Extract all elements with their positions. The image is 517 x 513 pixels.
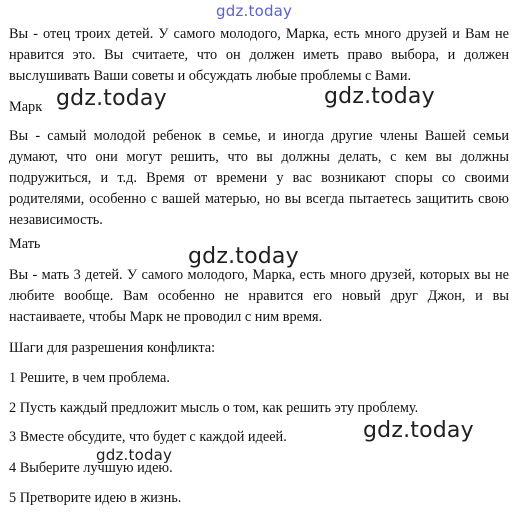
step-1: 1 Решите, в чем проблема.	[9, 370, 170, 386]
paragraph-mother: Вы - мать 3 детей. У самого молодого, Марка, есть много друзей, которых вы не любите вообще. Вам особенно не нравится его новый друг Джон, и вы настаиваете, чтобы Марк не проводил с ним время.	[9, 267, 509, 325]
watermark-4: gdz.today	[363, 418, 474, 443]
paragraph-mark: Вы - самый молодой ребенок в семье, и иногда другие члены Вашей семьи думают, что они могут решить, что вы должны делать, с кем вы должны подружиться, и т.д. Время от времени у вас возникают споры со своими родителями, особенно с вашей матерью, но вы всегда пытаетесь защитить свою независимость.	[9, 128, 509, 228]
watermark-5: gdz.today	[96, 446, 173, 464]
steps-heading: Шаги для разрешения конфликта:	[9, 340, 216, 356]
step-5: 5 Претворите идею в жизнь.	[9, 490, 182, 506]
label-mother: Мать	[9, 236, 41, 252]
step-4: 4 Выберите лучшую идею.	[9, 460, 173, 476]
watermark-2: gdz.today	[324, 84, 435, 109]
watermark-1: gdz.today	[56, 86, 167, 111]
watermark-top: gdz.today	[216, 2, 293, 20]
paragraph-father: Вы - отец троих детей. У самого молодого, Марка, есть много друзей и Вам не нравится это. Вы считаете, что он должен иметь право выбора, и должен выслушивать Ваши советы и обсуждать любые проблемы с Вами.	[9, 26, 509, 84]
label-mark: Марк	[9, 99, 43, 115]
step-3: 3 Вместе обсудите, что будет с каждой идеей.	[9, 429, 287, 445]
watermark-3: gdz.today	[188, 244, 299, 269]
step-2: 2 Пусть каждый предложит мысль о том, как решить эту проблему.	[9, 400, 419, 416]
